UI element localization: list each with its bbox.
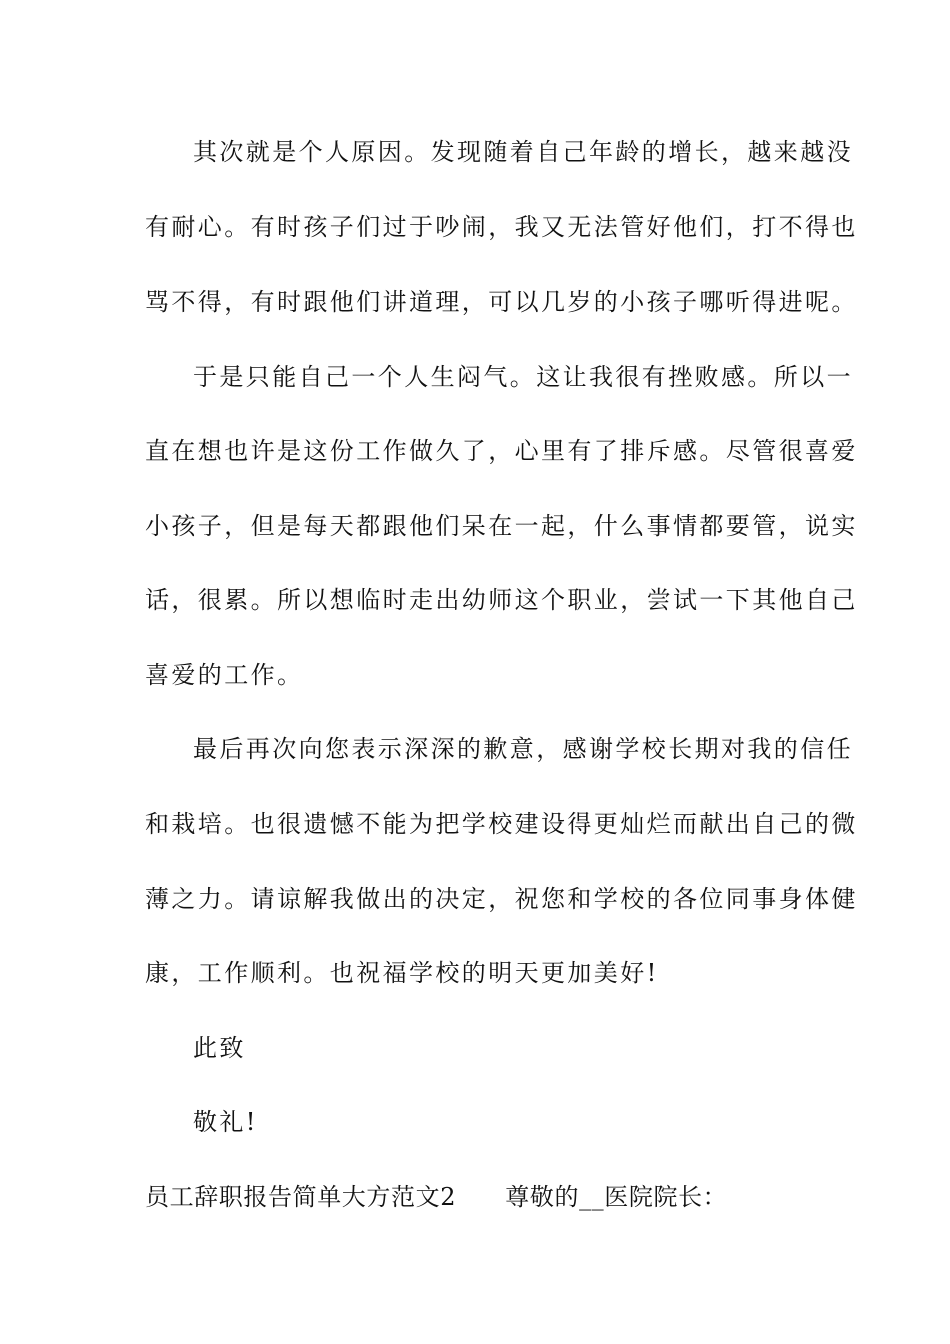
paragraph-2-line-4: 话，很累。所以想临时走出幼师这个职业，尝试一下其他自己 [145,586,858,614]
paragraph-2-line-2: 直在想也许是这份工作做久了，心里有了排斥感。尽管很喜爱 [145,437,858,465]
paragraph-3-line-3: 薄之力。请谅解我做出的决定，祝您和学校的各位同事身体健 [145,885,858,913]
paragraph-2-line-1: 于是只能自己一个人生闷气。这让我很有挫败感。所以一 [193,363,853,391]
paragraph-3-line-1: 最后再次向您表示深深的歉意，感谢学校长期对我的信任 [193,735,853,763]
paragraph-1-line-1: 其次就是个人原因。发现随着自己年龄的增长，越来越没 [193,138,853,166]
paragraph-1-line-2: 有耐心。有时孩子们过于吵闹，我又无法管好他们，打不得也 [145,213,858,241]
paragraph-2-line-5: 喜爱的工作。 [145,661,304,689]
paragraph-2-line-3: 小孩子，但是每天都跟他们呆在一起，什么事情都要管，说实 [145,512,858,540]
closing-salutation: 此致 [193,1034,246,1062]
paragraph-3-line-4: 康，工作顺利。也祝福学校的明天更加美好! [145,959,659,987]
closing-regards: 敬礼! [193,1108,258,1136]
paragraph-1-line-3: 骂不得，有时跟他们讲道理，可以几岁的小孩子哪听得进呢。 [145,288,858,316]
paragraph-3-line-2: 和栽培。也很遗憾不能为把学校建设得更灿烂而献出自己的微 [145,810,858,838]
next-document-heading: 员工辞职报告简单大方范文2 尊敬的__医院院长： [145,1183,728,1211]
